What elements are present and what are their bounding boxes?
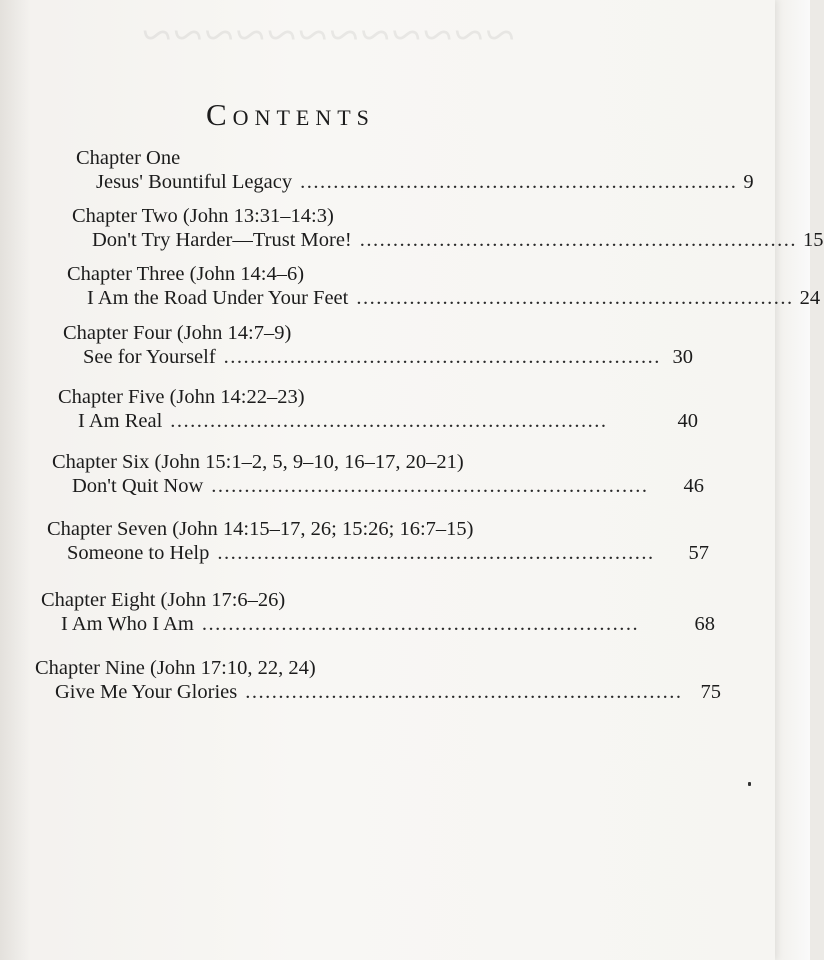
chapter-label: Chapter Nine (John 17:10, 22, 24) bbox=[35, 657, 316, 679]
dot-leader: .................................................................. bbox=[223, 346, 661, 368]
toc-entry-6 bbox=[52, 451, 704, 497]
dot-leader: .................................................................. bbox=[356, 287, 794, 309]
dot-leader: .................................................................. bbox=[359, 229, 798, 251]
page-number: 40 bbox=[677, 410, 698, 432]
page-gutter-shadow bbox=[0, 0, 30, 960]
page-number: 57 bbox=[688, 542, 709, 564]
toc-entry-1 bbox=[76, 147, 754, 193]
toc-entry-3 bbox=[67, 263, 821, 309]
dot-leader: .................................................................. bbox=[245, 681, 683, 703]
chapter-label: Chapter Six (John 15:1–2, 5, 9–10, 16–17, 20–21) bbox=[52, 451, 464, 473]
chapter-label: Chapter Five (John 14:22–23) bbox=[58, 386, 305, 408]
dot-leader: .................................................................. bbox=[300, 171, 738, 193]
chapter-title: I Am the Road Under Your Feet bbox=[87, 287, 349, 309]
chapter-title: I Am Who I Am bbox=[61, 613, 194, 635]
chapter-label: Chapter Two (John 13:31–14:3) bbox=[72, 205, 334, 227]
chapter-title: Give Me Your Glories bbox=[55, 681, 238, 703]
toc-entry-7 bbox=[47, 518, 709, 564]
chapter-label: Chapter Eight (John 17:6–26) bbox=[41, 589, 286, 611]
chapter-title: See for Yourself bbox=[83, 346, 216, 368]
chapter-label: Chapter Seven (John 14:15–17, 26; 15:26; 16:7–15) bbox=[47, 518, 474, 540]
page-number: 75 bbox=[700, 681, 721, 703]
dot-leader: .................................................................. bbox=[201, 613, 640, 635]
page-number: 68 bbox=[694, 613, 715, 635]
toc-entry-4 bbox=[63, 322, 693, 368]
chapter-title: Don't Quit Now bbox=[72, 475, 204, 497]
chapter-title: Don't Try Harder—Trust More! bbox=[92, 229, 352, 251]
chapter-title: I Am Real bbox=[78, 410, 163, 432]
chapter-label: Chapter Three (John 14:4–6) bbox=[67, 263, 305, 285]
chapter-label: Chapter One bbox=[76, 147, 181, 169]
toc-entry-2 bbox=[72, 205, 824, 251]
chapter-title: Jesus' Bountiful Legacy bbox=[96, 171, 293, 193]
bleed-through-text: ~~~~~~~~~~~~ bbox=[140, 5, 515, 65]
contents-heading: Contents bbox=[206, 97, 375, 132]
chapter-label: Chapter Four (John 14:7–9) bbox=[63, 322, 292, 344]
page-number: 9 bbox=[743, 171, 754, 193]
dot-leader: .................................................................. bbox=[170, 410, 608, 432]
dot-leader: .................................................................. bbox=[217, 542, 655, 564]
dot-leader: .................................................................. bbox=[211, 475, 649, 497]
toc-entry-8 bbox=[41, 589, 715, 635]
chapter-title: Someone to Help bbox=[67, 542, 210, 564]
paper-speck bbox=[748, 782, 751, 786]
page-number: 46 bbox=[683, 475, 704, 497]
page-number: 24 bbox=[799, 287, 821, 309]
page-number: 30 bbox=[672, 346, 693, 368]
toc-entry-5 bbox=[58, 386, 698, 432]
toc-entry-9 bbox=[35, 657, 721, 703]
page-number: 15 bbox=[803, 229, 824, 251]
